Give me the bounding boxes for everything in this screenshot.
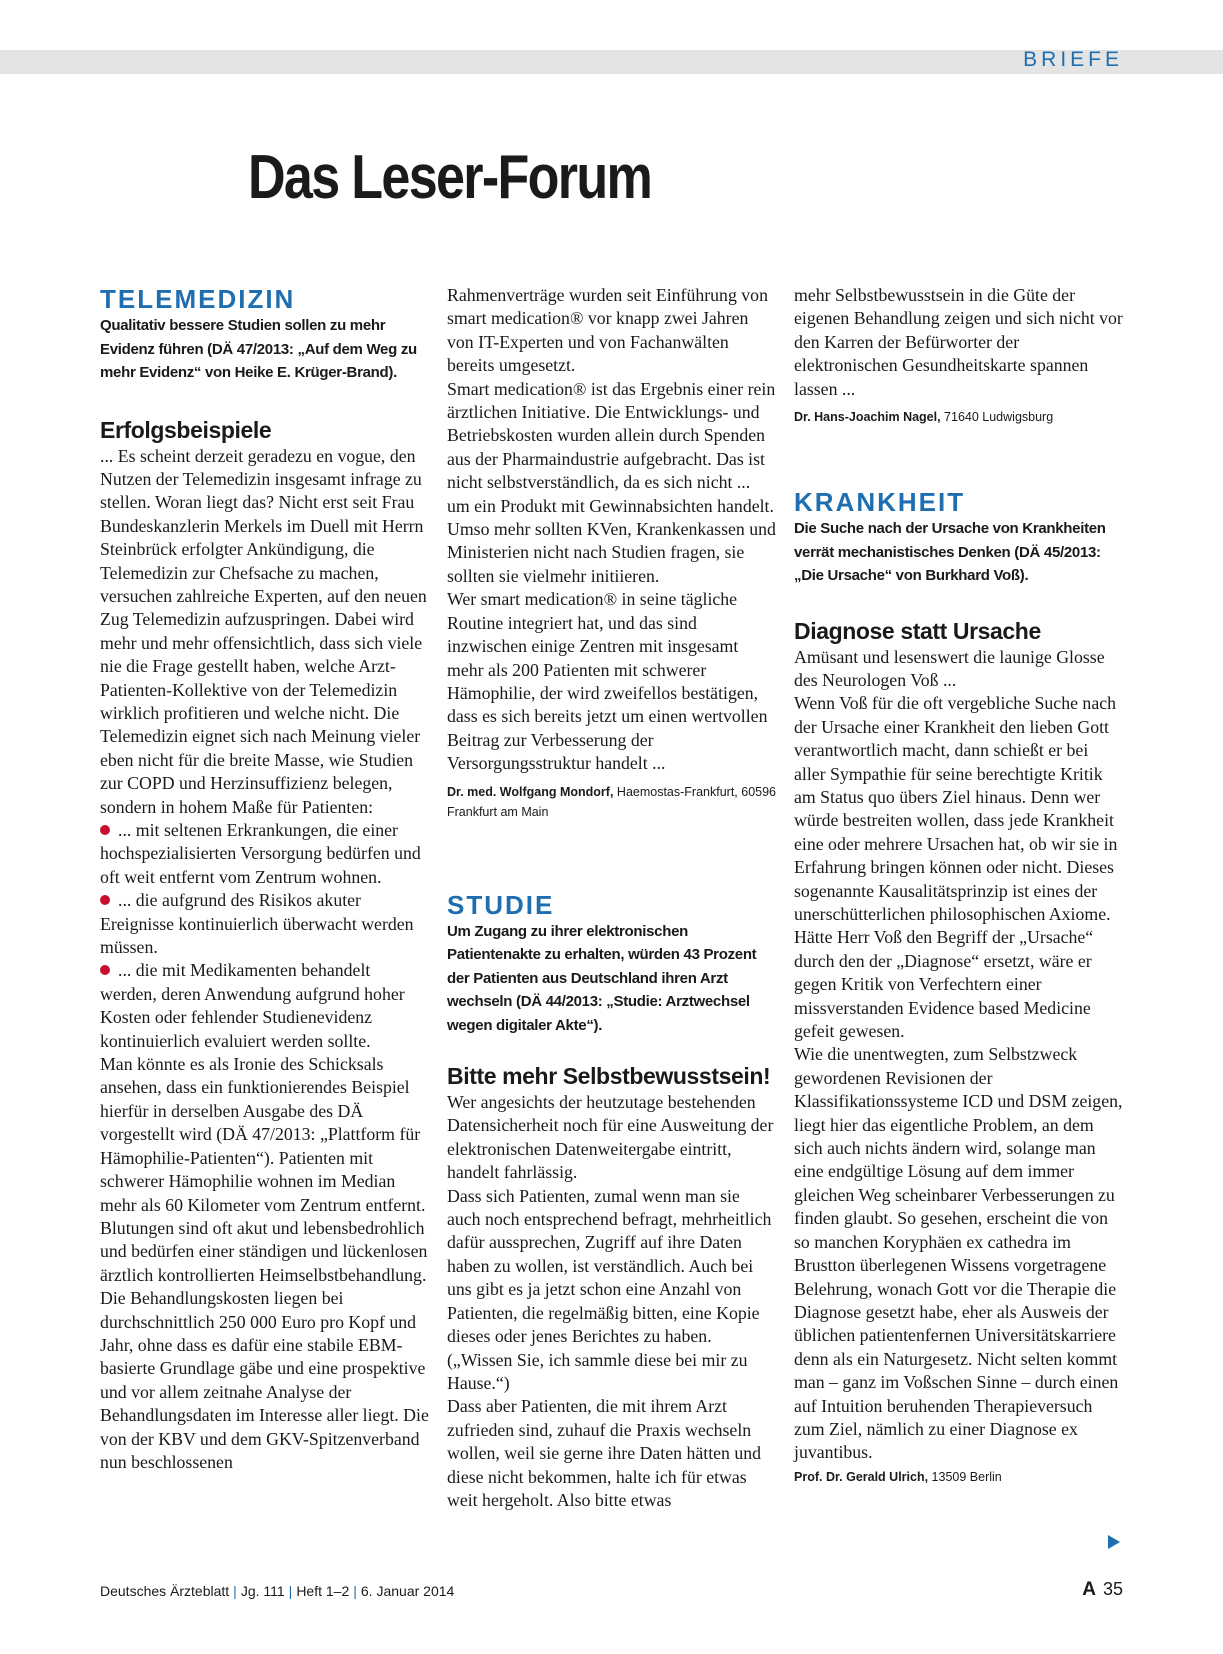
teaser-krankheit: Die Suche nach der Ursache von Krankheiten verrät mechanistisches Denken (DÄ 45/2013: „Die Ursache“ von Burkhard Voß). [794, 520, 1106, 585]
footer-volume: Jg. 111 [240, 1583, 285, 1599]
list-item [100, 959, 430, 1053]
signature-place: Haemostas-Frankfurt, 60596 Frankfurt am Main [447, 784, 777, 819]
article-body [794, 284, 1124, 401]
paragraph: Wenn Voß für die oft vergebliche Suche nach der Ursache einer Krankheit den lieben Gott verantwortlich macht, dann schießt er bei aller Sympathie für seine berechtigte Kritik am Status quo übers Ziel hinaus. Denn wer würde bestreiten wollen, dass jede Krankheit eine oder mehrere Ursachen hat, ob wir sie in Erfahrung bringen können oder nicht. Dieses sogenannte Kausalitätsprinzip ist eines der unerschütterlichen philosophischen Axiome. Hätte Herr Voß den Begriff der „Ursache“ durch den der „Diagnose“ ersetzt, wäre er gegen Kritik von Verfechtern einer missverstanden Evidence based Medicine gefeit gewesen. [794, 693, 1118, 1042]
section-label: BRIEFE [1023, 48, 1123, 71]
paragraph: Man könnte es als Ironie des Schicksals ansehen, dass ein funktionierendes Beispiel hierfür in derselben Ausgabe des DÄ vorgestellt wird (DÄ 47/2013: „Plattform für Hämophilie-Patienten“). Patienten mit schwerer Hämophilie wohnen im Median mehr als 60 Kilometer vom Zentrum entfernt. Blutungen sind oft akut und lebensbedrohlich und bedürfen einer ständigen und lückenlosen ärztlich kontrollierten Heimselbstbehandlung. Die Behandlungskosten liegen bei durchschnittlich 250 000 Euro pro Kopf und Jahr, ohne dass es dafür eine stabile EBM-basierte Grundlage gäbe und eine prospektive und vor allem zeitnahe Analyse der Behandlungsdaten im Interesse aller liegt. Die von der KBV und dem GKV-Spitzenverband nun beschlossenen [100, 1054, 429, 1472]
signature-name: Prof. Dr. Gerald Ulrich, [794, 1469, 929, 1484]
list-item-text: ... mit seltenen Erkrankungen, die einer hochspezialisierten Versorgung bedürfen und oft weit entfernt vom Zentrum wohnen. [100, 820, 421, 887]
paragraph: Dass aber Patienten, die mit ihrem Arzt zufrieden sind, zuhauf die Praxis wechseln wollen, weil sie gerne ihre Daten hätten und diese nicht bekommen, halte ich für etwas weit hergeholt. Also bitte etwas [447, 1396, 762, 1510]
paragraph: Dass sich Patienten, zumal wenn man sie auch noch entsprechend befragt, mehrheitlich dafür aussprechen, Zugriff auf ihre Daten haben zu wollen, ist verständlich. Auch bei uns gibt es ja jetzt schon eine Anzahl von Patienten, die regelmäßig bitten, eine Kopie dieses oder jenes Berichtes zu haben. („Wissen Sie, ich sammle diese bei mir zu Hause.“) [447, 1185, 772, 1393]
footer-separator: | [233, 1583, 237, 1599]
signature [794, 407, 1124, 427]
paragraph: Wer angesichts der heutzutage bestehenden Datensicherheit noch für eine Ausweitung der elektronischen Datenweitergabe eintritt, handelt fahrlässig. [447, 1092, 774, 1183]
kicker-krankheit: KRANKHEIT [794, 487, 966, 518]
signature-place: 13509 Berlin [928, 1469, 1002, 1484]
teaser-telemedizin: Qualitativ bessere Studien sollen zu mehr Evidenz führen (DÄ 47/2013: „Auf dem Weg zu mehr Evidenz“ von Heike E. Krüger-Brand). [100, 317, 417, 381]
bullet-dot-icon [100, 895, 110, 905]
teaser-studie: Um Zugang zu ihrer elektronischen Patientenakte zu erhalten, würden 43 Prozent der Patienten aus Deutschland ihren Arzt wechseln (DÄ 44/2013: „Studie: Arztwechsel wegen digitaler Akte“). [447, 922, 757, 1034]
bullet-dot-icon [100, 825, 110, 835]
article-body [447, 284, 777, 776]
signature [794, 1467, 1124, 1487]
column-3 [794, 284, 1124, 1487]
page-title: Das Leser-Forum [248, 143, 652, 212]
signature [447, 782, 777, 822]
bullet-dot-icon [100, 965, 110, 975]
paragraph: ... Es scheint derzeit geradezu en vogue, den Nutzen der Telemedizin insgesamt infrage zu stellen. Woran liegt das? Nicht erst seit Frau Bundeskanzlerin Merkels im Duell mit Herrn Steinbrück erfolgter Ankündigung, die Telemedizin zur Chefsache zu machen, versuchen zahlreiche Experten, auf den neuen Zug Telemedizin aufzuspringen. Dabei wird mehr und mehr offensichtlich, dass sich viele nie die Frage gestellt haben, welche Arzt-Patienten-Kollektive von der Telemedizin wirklich profitieren und welche nicht. Die Telemedizin eignet sich nach Meinung vieler eben nicht für die breite Masse, wie Studien zur COPD und Herzinsuffizienz belegen, sondern in hohem Maße für Patienten: [100, 445, 427, 817]
paragraph: Wer smart medication® in seine tägliche Routine integriert hat, und das sind inzwischen einige Zentren mit insgesamt mehr als 200 Patienten mit schwerer Hämophilie, der wird zweifellos bestätigen, dass es sich bereits jetzt um einen wertvollen Beitrag zur Verbesserung der Versorgungsstruktur handelt ... [447, 589, 768, 774]
page-prefix: A [1082, 1579, 1096, 1600]
footer-separator: | [353, 1583, 357, 1599]
signature-name: Dr. Hans-Joachim Nagel, [794, 410, 941, 425]
headline-erfolgsbeispiele: Erfolgsbeispiele [100, 416, 272, 443]
footer [100, 1583, 454, 1599]
headline-selbstbewusstsein: Bitte mehr Selbstbewusstsein! [447, 1063, 771, 1090]
article-body [794, 646, 1124, 1465]
paragraph: Smart medication® ist das Ergebnis einer rein ärztlichen Initiative. Die Entwicklungs- und Betriebskosten wurden allein durch Spenden aus der Pharmaindustrie aufgebracht. Das ist nicht selbstverständlich, da es sich nicht ... um ein Produkt mit Gewinnabsichten handelt. Umso mehr sollten KVen, Krankenkassen und Ministerien nicht nach Studien fragen, sie sollten sie vielmehr initiieren. [447, 378, 776, 586]
paragraph: Amüsant und lesenswert die launige Glosse des Neurologen Voß ... [794, 646, 1105, 690]
column-2 [447, 284, 777, 1512]
signature-name: Dr. med. Wolfgang Mondorf, [447, 784, 614, 799]
page-number [1082, 1579, 1123, 1601]
article-body [100, 445, 430, 1475]
paragraph: mehr Selbstbewusstsein in die Güte der eigenen Behandlung zeigen und sich nicht vor den Karren der Befürworter der elektronischen Gesundheitskarte spannen lassen ... [794, 285, 1123, 399]
continue-arrow-icon [1108, 1535, 1120, 1549]
headline-diagnose: Diagnose statt Ursache [794, 617, 1041, 644]
column-1 [100, 284, 430, 1474]
list-item [100, 819, 430, 889]
list-item-text: ... die aufgrund des Risikos akuter Ereignisse kontinuierlich überwacht werden müssen. [100, 890, 414, 958]
kicker-telemedizin: TELEMEDIZIN [100, 284, 296, 314]
footer-issue: Heft 1–2 [296, 1583, 350, 1599]
list-item-text: ... die mit Medikamenten behandelt werden, deren Anwendung aufgrund hoher Kosten oder fehlender Studienevidenz kontinuierlich evaluiert werden sollte. [100, 960, 405, 1051]
article-body [447, 1091, 777, 1512]
kicker-studie: STUDIE [447, 889, 555, 920]
signature-place: 71640 Ludwigsburg [940, 410, 1054, 425]
footer-journal: Deutsches Ärzteblatt [100, 1583, 230, 1599]
page-number-value: 35 [1102, 1579, 1123, 1599]
list-item [100, 889, 430, 959]
footer-date: 6. Januar 2014 [360, 1583, 455, 1599]
paragraph: Rahmenverträge wurden seit Einführung von smart medication® vor knapp zwei Jahren von IT-Experten und von Fachanwälten bereits umgesetzt. [447, 285, 768, 376]
footer-separator: | [288, 1583, 293, 1599]
paragraph: Wie die unentwegten, zum Selbstzweck gewordenen Revisionen der Klassifikationssysteme ICD und DSM zeigen, liegt hier das eigentliche Problem, an dem sich auch nichts ändern wird, solange man eine endgültige Lösung auf dem immer gleichen Weg scheinbarer Verbesserungen zu finden glaubt. So gesehen, erscheint die von so manchen Koryphäen ex cathedra im Brustton überlegenen Wissens vorgetragene Belehrung, wonach Gott vor die Therapie die Diagnose gesetzt habe, eher als Ausweis der üblichen patientenfernen Universitätskarriere denn als ein Naturgesetz. Nicht selten kommt man – ganz im Voßschen Sinne – durch einen auf Intuition beruhenden Therapieversuch zum Ziel, nämlich zu einer Diagnose ex juvantibus. [794, 1044, 1123, 1463]
